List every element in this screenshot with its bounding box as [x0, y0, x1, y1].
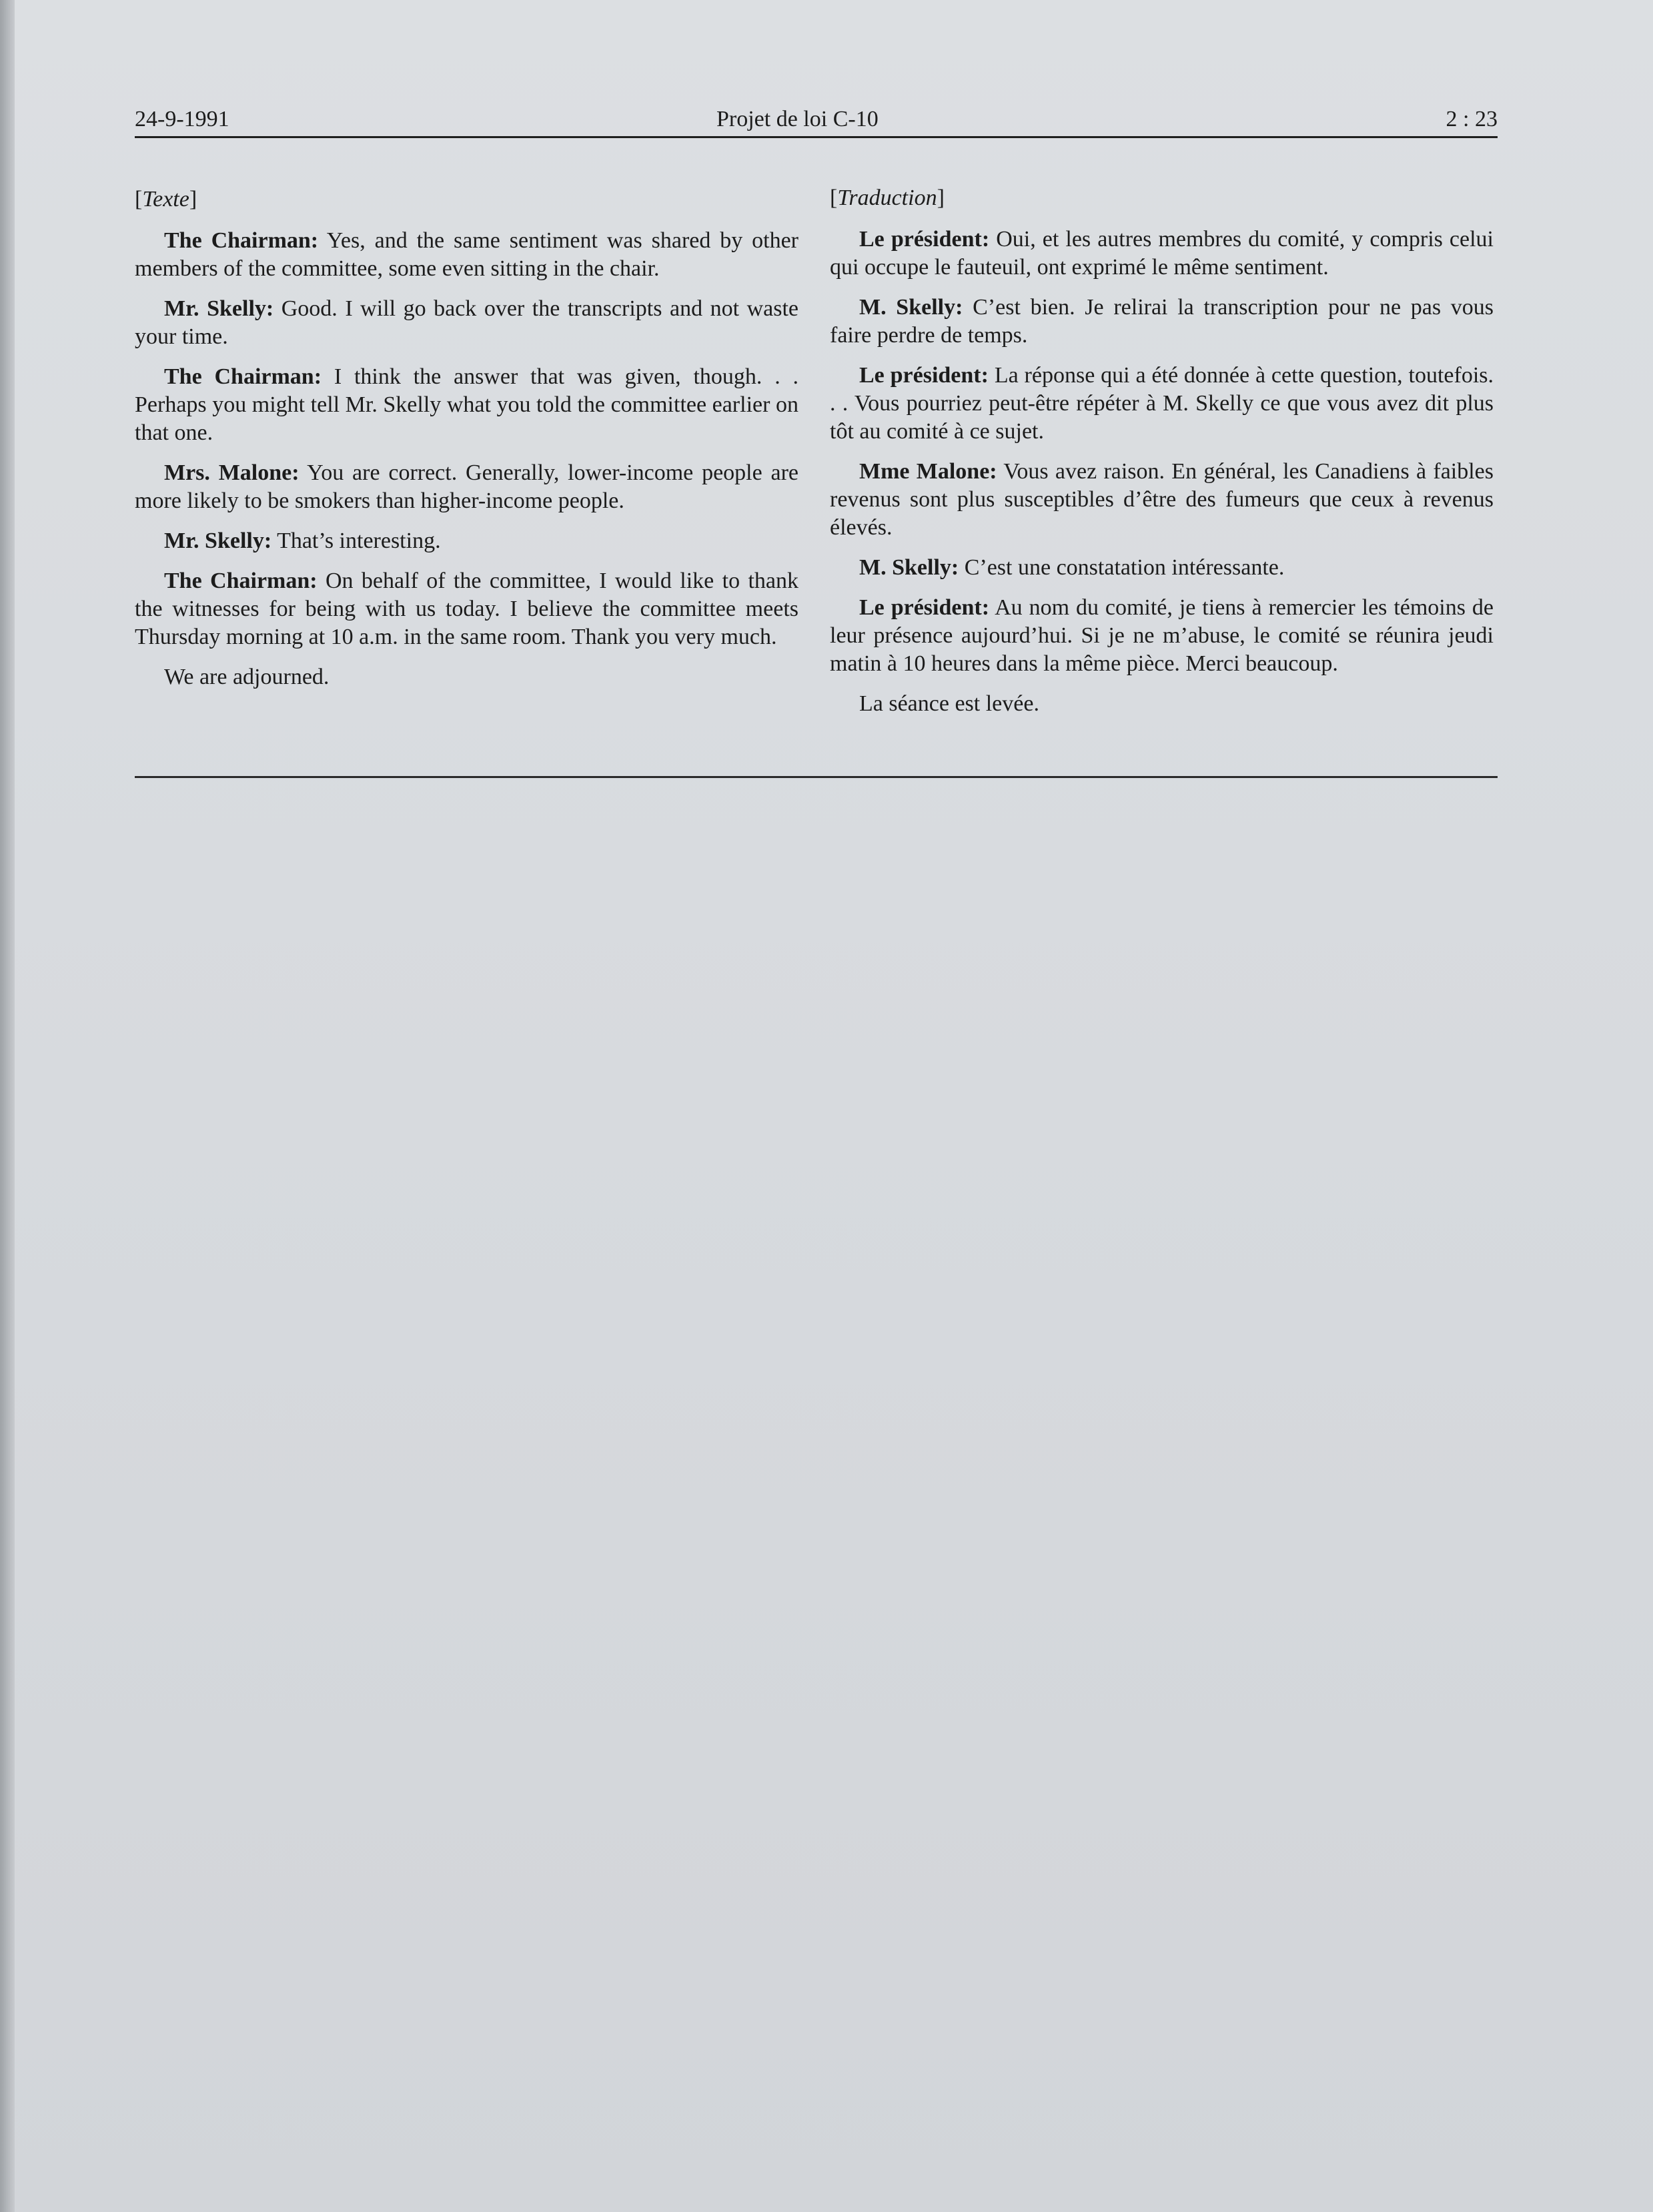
language-tag-french: [Traduction] [830, 186, 945, 210]
page-header [135, 107, 1498, 137]
speech-text: Vous avez raison. En général, les Canadiens à faibles revenus sont plus susceptibles d’être des fumeurs que ceux à revenus élevés. [830, 459, 1494, 540]
speech-text: Yes, and the same sentiment was shared by other members of the committee, some even sitting in the chair. [135, 228, 798, 281]
speech-text: La réponse qui a été donnée à cette question, toutefois. . . Vous pourriez peut-être répéter à M. Skelly ce que vous avez dit plus tôt au comité à ce sujet. [830, 363, 1494, 444]
header-page-number: 2 : 23 [1446, 107, 1498, 131]
language-tag-text: Texte [142, 187, 189, 212]
speech-text: You are correct. Generally, lower-income people are more likely to be smokers than higher-income people. [135, 460, 798, 513]
english-column [135, 186, 798, 691]
language-tag-english: [Texte] [135, 187, 197, 212]
speech-text: C’est une constatation intéressante. [959, 555, 1285, 580]
speaker-name: Mrs. Malone: [164, 460, 300, 485]
speaker-name: Mr. Skelly: [164, 528, 272, 553]
speech-paragraph [830, 226, 1494, 282]
speech-text: That’s interesting. [271, 528, 441, 553]
closing-line: We are adjourned. [164, 665, 330, 689]
speaker-name: M. Skelly: [859, 295, 963, 320]
speech-paragraph [135, 567, 798, 651]
speech-paragraph [135, 295, 798, 351]
speaker-name: M. Skelly: [859, 555, 959, 580]
speaker-name: Le président: [859, 595, 990, 620]
speech-paragraph [830, 594, 1494, 678]
header-title: Projet de loi C-10 [716, 107, 879, 131]
speech-text: Good. I will go back over the transcripts and not waste your time. [135, 296, 798, 349]
speaker-name: Le président: [859, 227, 990, 252]
closing-line: La séance est levée. [859, 691, 1039, 716]
footer-rule [135, 776, 1498, 778]
speech-text: On behalf of the committee, I would like to thank the witnesses for being with us today. I believe the committee meets Thursday morning at 10 a.m. in the same room. Thank you very much. [135, 569, 799, 649]
speech-paragraph [830, 458, 1494, 542]
speech-paragraph [830, 554, 1494, 582]
speaker-name: The Chairman: [164, 364, 322, 389]
speech-paragraph [135, 363, 798, 447]
speaker-name: The Chairman: [164, 569, 318, 593]
speech-paragraph [135, 459, 798, 515]
speaker-name: The Chairman: [164, 228, 319, 253]
speech-paragraph [830, 294, 1494, 350]
french-column [830, 184, 1494, 718]
header-date: 24-9-1991 [135, 107, 229, 131]
speech-text: C’est bien. Je relirai la transcription pour ne pas vous faire perdre de temps. [830, 295, 1494, 348]
speech-paragraph [830, 362, 1494, 446]
speaker-name: Mme Malone: [859, 459, 997, 484]
speech-paragraph [135, 527, 798, 555]
speech-text: I think the answer that was given, though. . . Perhaps you might tell Mr. Skelly what you told the committee earlier on that one. [135, 364, 798, 445]
speaker-name: Mr. Skelly: [164, 296, 274, 321]
speech-paragraph [135, 227, 798, 283]
speech-text: Oui, et les autres membres du comité, y compris celui qui occupe le fauteuil, ont exprimé le même sentiment. [830, 227, 1494, 280]
speaker-name: Le président: [859, 363, 989, 388]
speech-text: Au nom du comité, je tiens à remercier les témoins de leur présence aujourd’hui. Si je ne m’abuse, le comité se réunira jeudi matin à 10 heures dans la même pièce. Merci beaucoup. [830, 595, 1494, 676]
language-tag-text: Traduction [837, 186, 937, 210]
header-rule [135, 136, 1498, 138]
